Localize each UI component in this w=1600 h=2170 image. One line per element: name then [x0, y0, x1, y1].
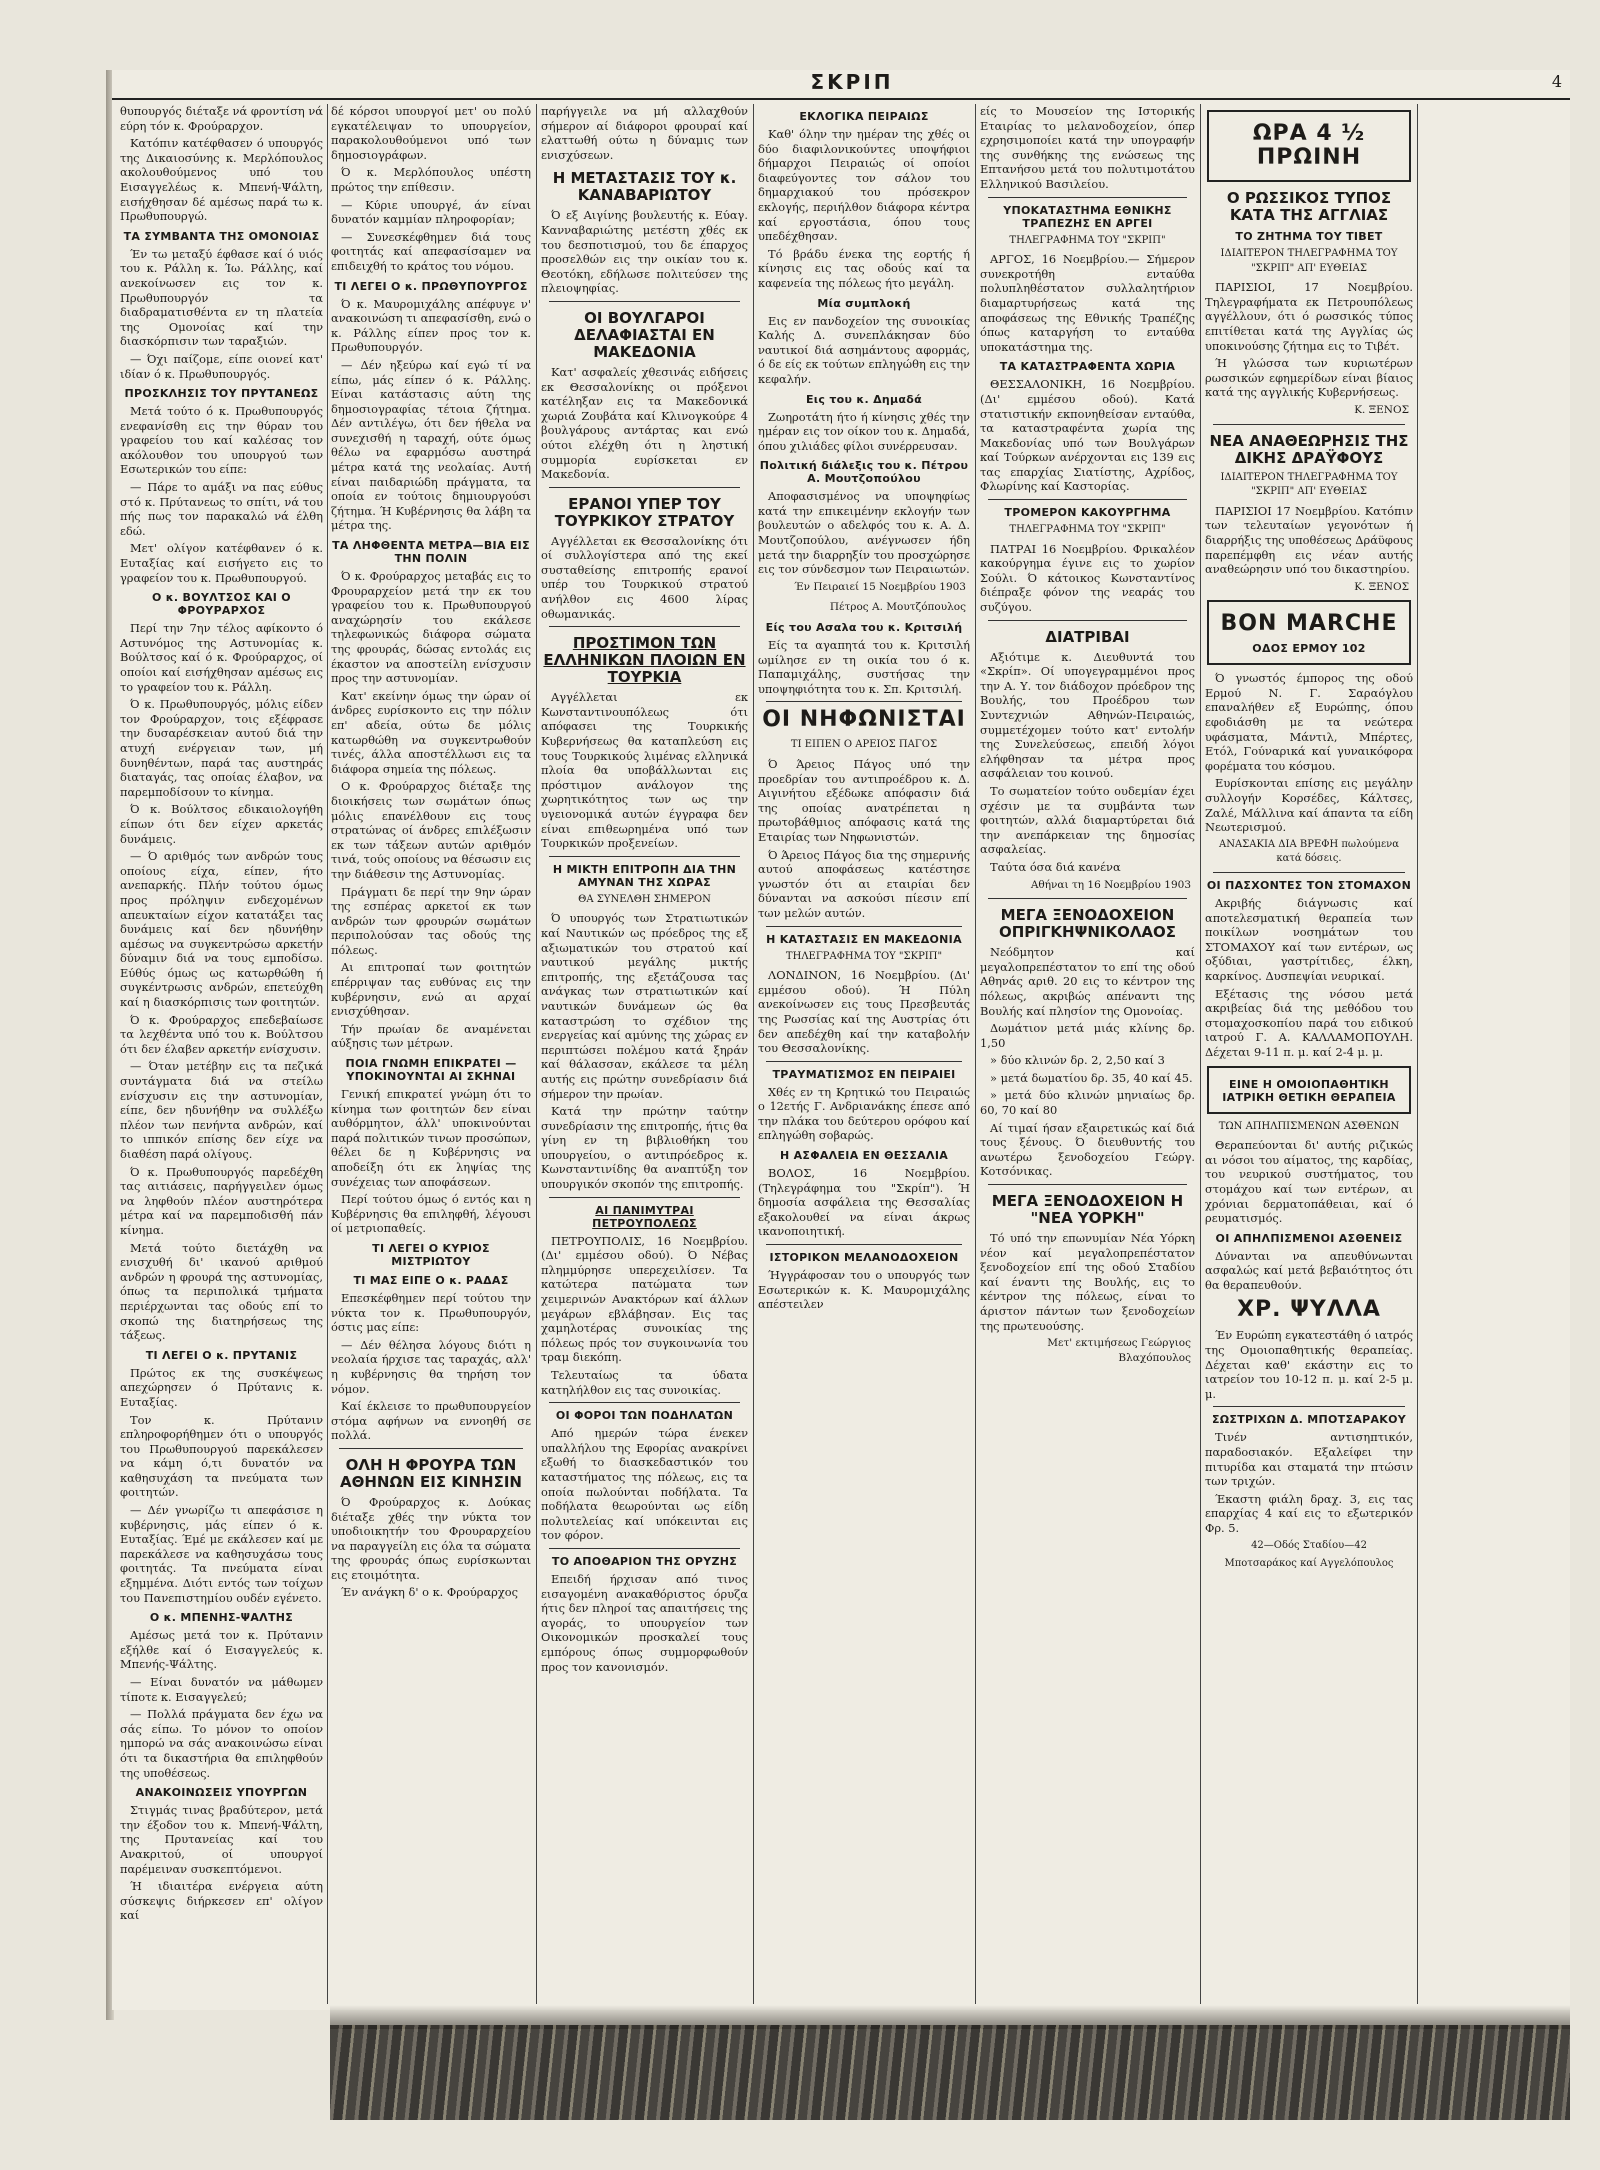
- article-text: Αξιότιμε κ. Διευθυντά του «Σκρίπ». Οί υπογεγραμμένοι προς την Α. Υ. τον διάδοχον πρόεδρον της Βουλής, του Προέδρου των Συντεχνιών Αθηνών-Πειραιώς, συμμετέχομεν τούτο κατ' εντολήν της Συνελεύσεως, επειδή λόγοι ελήφθησαν τα μέτρα προς ασφάλειαν του κοινού.: [980, 649, 1195, 781]
- page-number: 4: [1551, 72, 1562, 91]
- article-text: ΘΕΣΣΑΛΟΝΙΚΗ, 16 Νοεμβρίου. (Δι' εμμέσου οδού). Κατά στατιστικήν εκπονηθείσαν ενταύθα, τα καταστραφέντα χωρία της Μακεδονίας υπό των Βουλγάρων καί Τούρκων ανέρχονται εις 139 εις τας επαρχίας Σιατίστης, Αχρίδος, Φλωρίνης καί Καστορίας.: [980, 377, 1195, 494]
- dateline: Έν Πειραιεί 15 Νοεμβρίου 1903: [794, 580, 966, 593]
- article-text: — Όχι παίζομε, είπε οιονεί κατ' ιδίαν ό κ. Πρωθυπουργός.: [120, 351, 323, 381]
- subheading: ΤΙ ΕΙΠΕΝ Ο ΑΡΕΙΟΣ ΠΑΓΟΣ: [790, 739, 938, 751]
- divider: [988, 898, 1187, 899]
- advertisement-text: Έκαστη φιάλη δραχ. 3, εις τας επαρχίας 4 καί εις το εξωτερικόν Φρ. 5.: [1205, 1491, 1413, 1535]
- section-heading: Ο κ. ΜΠΕΝΗΣ-ΨΑΛΤΗΣ: [149, 1611, 294, 1625]
- scan-damage: [330, 2025, 1570, 2120]
- divider: [988, 1184, 1187, 1185]
- subheading: ΤΗΛΕΓΡΑΦΗΜΑ ΤΟΥ "ΣΚΡΙΠ": [1009, 234, 1166, 246]
- section-heading: Εις του κ. Δημαδά: [805, 392, 923, 406]
- signature: Κ. ΞΕΝΟΣ: [1354, 580, 1409, 593]
- article-text: Ό υπουργός των Στρατιωτικών καί Ναυτικών ως πρόεδρος της εξ αξιωματικών του στρατού καί ναυτικού μεγάλης μικτής επιτροπής, της εξετάζουσα τας ανάγκας των στρατιωτικών καί ναυτικών δυνάμεων ώς θα καταστρώση το σχέδιον της ενεργείας καί αμύνης της χώρας εν περιπτώσει πολέμου κατά ξηράν καί θάλασσαν, εκάλεσε τα μέλη αυτής εις πρώτην συνεδρίασιν διά σήμερον την πρωίαν.: [541, 911, 748, 1101]
- article-text: Έν τω μεταξύ έφθασε καί ό υιός του κ. Ράλλη κ. Ίω. Ράλλης, καί ανεκοίνωσεν εις τον κ. Πρωθυπουργόν τα διαδραματισθέντα εν τη πλατεία της Ομονοίας καί την διασκόρπισιν των ταραξιών.: [120, 246, 323, 349]
- section-heading: ΤΟ ΖΗΤΗΜΑ ΤΟΥ ΤΙΒΕΤ: [1235, 230, 1383, 243]
- section-heading: Είς του Ασαλα του κ. Κριτσιλή: [765, 621, 963, 635]
- article-text: Ή ιδιαιτέρα ενέργεια αύτη σύσκεψις διήρκεσεν επ' ολίγον καί: [120, 1879, 323, 1923]
- article-text: Επειδή ήρχισαν από τινος εισαγομένη ανακαθόριστος όρυζα ήτις δεν πληροί τας απαιτήσεις της αγοράς, το υπουργείον των Οικονομικών προσκαλεί τους εμπόρους όπως συμμορφωθούν προς τον κανονισμόν.: [541, 1571, 748, 1674]
- advertisement-text: Εξέτασις της νόσου μετά ακριβείας διά της μεθόδου του στομαχοσκοπίου παρά του ειδικού ιατρού Γ. Α. ΚΑΛΛΑΜΟΠΟΥΛΗ. Δέχεται 9-11 π. μ. καί 2-4 μ. μ.: [1205, 986, 1413, 1059]
- section-heading: ΠΡΟΣΚΛΗΣΙΣ ΤΟΥ ΠΡΥΤΑΝΕΩΣ: [124, 387, 319, 401]
- article-text: Στιγμάς τινας βραδύτερον, μετά την έξοδον του κ. Μπενή-Ψάλτη, της Πρυτανείας καί του Ανακριτού, οί υπουργοί παρέμειναν συσκεπτόμενοι.: [120, 1803, 323, 1876]
- advertisement-address: ΟΔΟΣ ΕΡΜΟΥ 102: [1252, 642, 1366, 656]
- headline: ΟΙ ΝΗΦΩΝΙΣΤΑΙ: [762, 707, 966, 733]
- divider: [766, 926, 962, 927]
- subheading: ΙΔΙΑΙΤΕΡΟΝ ΤΗΛΕΓΡΑΦΗΜΑ ΤΟΥ "ΣΚΡΙΠ" ΑΠ' ΕΥΘΕΙΑΣ: [1220, 248, 1398, 274]
- divider: [766, 701, 962, 702]
- subheading: ΤΗΛΕΓΡΑΦΗΜΑ ΤΟΥ "ΣΚΡΙΠ": [785, 950, 943, 962]
- article-text: — Πολλά πράγματα δεν έχω να σάς είπω. Το μόνον το οποίον ημπορώ να σάς ανακοινώσω είναι ότι τα δικαστήρια θα επιληφθούν της υποθέσεως.: [120, 1707, 323, 1780]
- section-heading: ΟΙ ΦΟΡΟΙ ΤΩΝ ΠΟΔΗΛΑΤΩΝ: [555, 1409, 734, 1423]
- article-text: Αγγέλλεται εκ Κωνσταντινουπόλεως ότι απόφασει της Τουρκικής Κυβερνήσεως θα καταπλεύση εις τους Τουρκικούς λιμένας ελληνικά πλοία θα υποβάλλωνται εις πρόστιμον ανάλογον της χωρητικότητος των ως την υγειονομικά αυτών έγγραφα δεν είναι επιθεωρημένα υπό των Τουρκικών προξενείων.: [541, 690, 748, 851]
- advertisement-title: ΣΩΣΤΡΙΧΩΝ Δ. ΜΠΟΤΣΑΡΑΚΟΥ: [1211, 1413, 1407, 1427]
- article-text: Μετά τούτο διετάχθη να ενισχυθή δι' ικανού αριθμού ανδρών η φρουρά της αστυνομίας, όπως τα περιπολικά τμήματα περιέρχωνται τας οδούς επί το σκοπώ της διατηρήσεως της τάξεως.: [120, 1240, 323, 1343]
- article-text: Αί τιμαί ήσαν εξαιρετικώς καί διά τους ξένους. Ό διευθυντής του ανωτέρω ξενοδοχείου Γεώργ. Κοτσόνικας.: [980, 1120, 1195, 1179]
- advertisement-text: Μποτσαράκος καί Αγγελόπουλος: [1224, 1558, 1394, 1570]
- article-text: ΠΑΤΡΑΙ 16 Νοεμβρίου. Φρικαλέον κακούργημα έγινε εις το χωρίον Σούλι. Ό κάτοικος Κωνσταντίνος διέπραξε φόνον της νεαράς του συζύγου.: [980, 541, 1195, 615]
- article-text: Ό Άρειος Πάγος υπό την προεδρίαν του αντιπροέδρου κ. Δ. Αιγινήτου εξέδωκε απόφασιν διά της οποίας ανατρέπεται η πρωτοβάθμιος απόφασις κατά της Εταιρίας των Νηφωνιστών.: [758, 757, 970, 844]
- column-7: [1422, 104, 1568, 2004]
- article-text: Αμέσως μετά τον κ. Πρύτανιν εξήλθε καί ό Εισαγγελεύς κ. Μπενής-Ψάλτης.: [120, 1628, 323, 1672]
- column-2: [331, 104, 531, 2004]
- divider: [988, 620, 1187, 621]
- signature: Πέτρος Α. Μουτζόπουλος: [829, 601, 966, 614]
- article-text: Τό βράδυ ένεκα της εορτής ή κίνησις εις τας οδούς καί τα καφενεία της πόλεως ήτο μεγάλη.: [758, 246, 970, 290]
- section-heading: ΤΟ ΑΠΟΘΑΡΙΟΝ ΤΗΣ ΟΡΥΖΗΣ: [551, 1554, 738, 1568]
- signature: Κ. ΞΕΝΟΣ: [1354, 403, 1409, 416]
- article-text: — Δέν ηξεύρω καί εγώ τί να είπω, μάς είπεν ό κ. Ράλλης. Είναι κατάστασις αύτη της δημοσιογραφίας τέτοια ζήτημα. Δέν αντιλέγω, ότι δεν ήθελα να συνεχισθή η ταραχή, ούτε όμως θέλω να εφαρμόσω αυστηρά μέτρα κατά της νεολαίας. Αυτή είναι παιδαριώδη πράγματα, τα οποία εν τούτοις δημιουργούσι ζήτημα. Ή Κυβέρνησις θα λάβη τα μέτρα της.: [331, 357, 531, 533]
- divider: [549, 1402, 740, 1403]
- article-text: παρήγγειλε να μή αλλαχθούν σήμερον αί διάφοροι φρουραί καί ελαττωθή ούτω η δύναμις των ενισχύσεων.: [541, 104, 748, 162]
- divider: [549, 856, 740, 857]
- headline: ΔΙΑΤΡΙΒΑΙ: [1045, 627, 1130, 646]
- section-heading: ΤΡΟΜΕΡΟΝ ΚΑΚΟΥΡΓΗΜΑ: [1004, 506, 1171, 520]
- advertisement-box: [1207, 1066, 1411, 1114]
- divider: [988, 197, 1187, 198]
- divider: [549, 487, 740, 488]
- divider: [1213, 424, 1405, 425]
- article-text: Είς τα αγαπητά του κ. Κριτσιλή ωμίλησε εν τη οικία του ό κ. Παπαμιχάλης, συστήσας την υποψηφιότητα του κ. Σπ. Κριτσιλή.: [758, 638, 970, 696]
- article-text: Κατά την πρώτην ταύτην συνεδρίασιν της επιτροπής, ήτις θα γίνη εν τη βιβλιοθήκη του υπουργείου, ο αντιπρόεδρος κ. Κωνσταντινίδης θα αναπτύξη τον υπουργικόν σκοπόν της επιτροπής.: [541, 1104, 748, 1192]
- column-rule: [327, 104, 328, 2004]
- advertisement-title: ΕΙΝΕ Η ΟΜΟΙΟΠΑΘΗΤΙΚΗ ΙΑΤΡΙΚΗ ΘΕΤΙΚΗ ΘΕΡΑΠΕΙΑ: [1222, 1077, 1396, 1104]
- headline: ΜΕΓΑ ΞΕΝΟΔΟΧΕΙΟΝ ΟΠΡΙΓΚΗΨΝΙΚΟΛΑΟΣ: [998, 906, 1177, 942]
- headline: ΕΡΑΝΟΙ ΥΠΕΡ ΤΟΥ ΤΟΥΡΚΙΚΟΥ ΣΤΡΑΤΟΥ: [554, 494, 735, 530]
- headline: ΝΕΑ ΑΝΑΘΕΩΡΗΣΙΣ ΤΗΣ ΔΙΚΗΣ ΔΡΑΫΦΟΥΣ: [1209, 431, 1409, 467]
- article-text: Εις εν πανδοχείον της συνοικίας Καλής Δ. συνεπλάκησαν δύο ναυτικοί διά ασημάντους αφορμάς, ό δε είς εκ τούτων επληγώθη εις την κεφαλήν.: [758, 313, 970, 386]
- article-text: Μετά τούτο ό κ. Πρωθυπουργός ενεφανίσθη εις την θύραν του γραφείου του καί καλέσας τον ακόλουθον του υπουργού των Εσωτερικών του είπε:: [120, 404, 323, 477]
- headline: ΟΙ ΒΟΥΛΓΑΡΟΙ ΔΕΛΑΦΙΑΣΤΑΙ ΕΝ ΜΑΚΕΔΟΝΙΑ: [574, 308, 715, 361]
- article-text: Ό Φρούραρχος κ. Δούκας διέταξε χθές την νύκτα τον υποδιοικητήν του Φρουραρχείου να παραγγείλη εις όλα τα σώματα της φρουράς όπως ευρίσκωνται εις ετοιμότητα.: [331, 1494, 531, 1582]
- article-text: Κατ' ασφαλείς χθεσινάς ειδήσεις εκ Θεσσαλονίκης οι πρόξενοι κατέληξαν εις τα Μακεδονικά χωριά Ζουβάτα καί Κλινογκούρε 4 βουλγάρους αντάρτας και ενώ ούτοι ελέχθη ότι η ληστική συμμορία ευρίσκεται εν Μακεδονία.: [541, 364, 748, 482]
- divider: [339, 1448, 523, 1449]
- divider: [549, 626, 740, 627]
- article-text: Καί έκλεισε το πρωθυπουργείον στόμα αφήνων να εννοηθή σε πολλά.: [331, 1399, 531, 1443]
- article-text: ΠΑΡΙΣΙΟΙ, 17 Νοεμβρίου. Τηλεγραφήματα εκ Πετρουπόλεως αγγέλλουν, ότι ό ρωσσικός τύπος επιτίθεται κατά της Αγγλίας ώς υποκινούσης ζήτημα εις το Τιβέτ.: [1205, 280, 1413, 353]
- divider: [766, 1061, 962, 1062]
- advertisement-text: Ευρίσκονται επίσης εις μεγάλην συλλογήν Κορσέδες, Κάλτσες, Ζαλέ, Μάλλινα καί άπαντα τα είδη Νεωτερισμού.: [1205, 776, 1413, 835]
- article-text: θυπουργός διέταξε νά φροντίση νά εύρη τόν κ. Φρούραρχον.: [120, 104, 323, 133]
- article-text: — Όταν μετέβην εις τα πεζικά συντάγματα διά να στείλω ενίσχυσιν εις την αστυνομίαν, είπε, δεν ηδυνήθην να συλλέξω πλέον των πενήντα ανδρών, καί το ιππικόν επίσης δεν είχε να διαθέση παρά ολίγους.: [120, 1059, 323, 1161]
- section-heading: ΑΙ ΠΑΝΙΜΥΤΡΑΙ ΠΕΤΡΟΥΠΟΛΕΩΣ: [592, 1203, 697, 1230]
- subheading: ΘΑ ΣΥΝΕΛΘΗ ΣΗΜΕΡΟΝ: [578, 893, 711, 905]
- article-text: Επεσκέφθημεν περί τούτου την νύκτα τον κ. Πρωθυπουργόν, όστις μας είπε:: [331, 1290, 531, 1335]
- advertisement-address: 42—Οδός Σταδίου—42: [1251, 1539, 1367, 1551]
- section-heading: ΑΝΑΚΟΙΝΩΣΕΙΣ ΥΠΟΥΡΓΩΝ: [135, 1786, 308, 1800]
- price-row: » δύο κλινών δρ. 2, 2,50 καί 3: [990, 1053, 1165, 1068]
- article-text: Περί τούτου όμως ό εντός και η Κυβέρνησις θα επιληφθή, λέγουσι οί μετριοπαθείς.: [331, 1192, 531, 1236]
- divider: [549, 301, 740, 302]
- article-text: Ό κ. Μερλόπουλος υπέστη πρώτος την επίθεσιν.: [331, 165, 531, 194]
- article-text: Ταύτα όσα διά κανένα: [990, 859, 1121, 874]
- section-heading: ΤΙ ΛΕΓΕΙ Ο κ. ΠΡΩΘΥΠΟΥΡΓΟΣ: [334, 279, 528, 293]
- headline: ΩΡΑ 4 ½ ΠΡΩΙΝΗ: [1252, 121, 1366, 170]
- section-heading: ΟΙ ΠΑΣΧΟΝΤΕΣ ΤΟΝ ΣΤΟΜΑΧΟΝ: [1206, 879, 1412, 892]
- headline: Ο ΡΩΣΣΙΚΟΣ ΤΥΠΟΣ ΚΑΤΑ ΤΗΣ ΑΓΓΛΙΑΣ: [1226, 189, 1392, 224]
- article-text: Ό κ. Φρούραρχος μεταβάς εις το Φρουραρχείον μετά την εκ του γραφείου του κ. Πρωθυπουργού αναχώρησίν του εκάλεσε τηλεφωνικώς διάφορα σώματα της φρουράς, δώσας εντολάς εις έκαστον να αποστείλη ενίσχυσιν προς την αστυνομίαν.: [331, 569, 531, 686]
- section-heading: ΤΑ ΚΑΤΑΣΤΡΑΦΕΝΤΑ ΧΩΡΙΑ: [999, 360, 1176, 374]
- subheading: ΙΔΙΑΙΤΕΡΟΝ ΤΗΛΕΓΡΑΦΗΜΑ ΤΟΥ "ΣΚΡΙΠ" ΑΠ' ΕΥΘΕΙΑΣ: [1220, 471, 1398, 498]
- article-text: ΑΡΓΟΣ, 16 Νοεμβρίου.— Σήμερον συνεκροτήθη ενταύθα πολυπληθέστατον συλλαλητήριον διαμαρτυρήσεως κατά της αποφάσεως της Εθνικής Τραπέζης όπως καταργήση το ενταύθα υποκατάστημα της.: [980, 252, 1195, 354]
- column-rule: [1417, 104, 1418, 2004]
- article-text: Γενική επικρατεί γνώμη ότι το κίνημα των φοιτητών δεν είναι αυθόρμητον, άλλ' υποκινούνται παρά πολιτικών τινων προσώπων, θέλει δε η Κυβέρνησις να αποδείξη ότι εκ ληψίας της συνέχειας των αποφάσεων.: [331, 1087, 531, 1189]
- headline: ΟΛΗ Η ΦΡΟΥΡΑ ΤΩΝ ΑΘΗΝΩΝ ΕΙΣ ΚΙΝΗΣΙΝ: [340, 1455, 522, 1491]
- article-text: ΛΟΝΔΙΝΟΝ, 16 Νοεμβρίου. (Δι' εμμέσου οδού). Ή Πύλη ανεκοίνωσεν εις τους Πρεσβευτάς της Ρωσσίας καί της Αυστρίας ότι δεν απεδέχθη καί την καταβολήν του Θεσσαλονίκης.: [758, 968, 970, 1056]
- column-rule: [753, 104, 754, 2004]
- article-text: Ό κ. Βούλτσος εδικαιολογήθη είπων ότι δεν είχεν αρκετάς δυνάμεις.: [120, 802, 323, 846]
- section-heading: ΙΣΤΟΡΙΚΟΝ ΜΕΛΑΝΟΔΟΧΕΙΟΝ: [769, 1251, 959, 1265]
- article-text: — Συνεσκέφθημεν διά τους φοιτητάς καί απεφασίσαμεν να επιδειχθή το κράτος του νόμου.: [331, 229, 531, 273]
- section-heading: Μία συμπλοκή: [817, 296, 911, 310]
- advertisement-text: Τινέν αντισηπτικόν, παραδοσιακόν. Εξαλείφει την πιτυρίδα και σταματά την πτώσιν των τριχών.: [1205, 1430, 1413, 1489]
- section-heading: ΤΙ ΜΑΣ ΕΙΠΕ Ο κ. ΡΑΔΑΣ: [353, 1273, 509, 1287]
- advertisement-box: [1207, 600, 1411, 665]
- price-row: » μετά δωματίου δρ. 35, 40 καί 45.: [990, 1070, 1193, 1085]
- article-text: Τον κ. Πρύτανιν επληροφορήθημεν ότι ο υπουργός του Πρωθυπουργού παρεκάλεσεν να κάμη ό,τι δυνατόν να καθησυχάση τα πνεύματα των φοιτητών.: [120, 1412, 323, 1500]
- column-5: [980, 104, 1195, 2004]
- article-text: Ό Άρειος Πάγος δια της σημερινής αυτού αποφάσεως κατέστησε γνωστόν ότι αι εταιρίαι δεν δύνανται να ασκούσι πίεσιν επί των μελών αυτών.: [758, 847, 970, 920]
- signature: Μετ' εκτιμήσεως Γεώργιος Βλαχόπουλος: [1047, 1337, 1191, 1364]
- article-text: Ό εξ Αιγίνης βουλευτής κ. Εύαγ. Κανναβαριώτης μετέστη χθές εκ του δεσποτισμού, του δε έπαρχος προσελθών εις την οικίαν του κ. Θεοτόκη, εδήλωσε πολιτεύσεν της πλειοψηφίας.: [541, 208, 748, 296]
- divider: [1213, 872, 1405, 873]
- divider: [1213, 1406, 1405, 1407]
- advertisement-text: Δύνανται να απευθύνωνται ασφαλώς καί μετά βεβαιότητος ότι θα θεραπευθούν.: [1205, 1248, 1413, 1292]
- section-heading: ΤΑ ΣΥΜΒΑΝΤΑ ΤΗΣ ΟΜΟΝΟΙΑΣ: [123, 229, 320, 243]
- section-heading: Πολιτική διάλεξις του κ. Πέτρου Α. Μουτζοπούλου: [759, 459, 969, 486]
- article-text: Το σωματείον τούτο ουδεμίαν έχει σχέσιν με τα συμβάντα των φοιτητών, αλλά διαμαρτύρεται διά την ανεπάρκειαν της δημοσίας ασφαλείας.: [980, 783, 1195, 857]
- advertisement-text: Θεραπεύονται δι' αυτής ριζικώς αι νόσοι του αίματος, της καρδίας, του νευρικού συστήματος, του στομάχου καί των εντέρων, αι χρόνιαι δερματοπάθειαι, καί ό ρευματισμός.: [1205, 1138, 1413, 1226]
- article-text: δέ κόρσοι υπουργοί μετ' ου πολύ εγκατέλειψαν το υπουργείον, παρακολουθούμενοι υπό των δημοσιογράφων.: [331, 104, 531, 162]
- article-text: — Ό αριθμός των ανδρών τους οποίους είχα, είπεν, ήτο ανεπαρκής. Πλήν τούτου όμως προς πρόληψιν ενδεχομένων απευκταίων είχον κατατάξει τας δυνάμεις καί δεν ηδυνήθην αμέσως να συγκεντρώσω αρκετήν δύναμιν διά να τους εμποδίσω. Εύθύς όμως ως κατωρθώθη ή συγκέντρωσις ανδρών, επετεύχθη καί η διασκόρπισις των φοιτητών.: [120, 849, 323, 1010]
- section-heading: Ο κ. ΒΟΥΛΤΣΟΣ ΚΑΙ Ο ΦΡΟΥΡΑΡΧΟΣ: [152, 591, 291, 618]
- article-text: Πρώτος εκ της συσκέψεως απεχώρησεν ό Πρύτανις κ. Ευταξίας.: [120, 1365, 323, 1409]
- section-heading: ΕΚΛΟΓΙΚΑ ΠΕΙΡΑΙΩΣ: [799, 110, 929, 123]
- article-text: — Πάρε το αμάξι να πας εύθυς στό κ. Πρύτανεως το σπίτι, νά του πής πως τον παρακαλώ νά έλθη εδώ.: [120, 480, 323, 538]
- divider: [988, 499, 1187, 500]
- article-text: Τήν πρωίαν δε αναμένεται αύξησις των μέτρων.: [331, 1021, 531, 1051]
- article-text: — Δέν θέλησα λόγους διότι η νεολαία ήρχισε τας ταραχάς, αλλ' η κυβέρνησις θα τηρήση τον νόμον.: [331, 1337, 531, 1396]
- article-text: Καθ' όλην την ημέραν της χθές οι δύο διαφιλονικούντες υποψήφιοι δήμαρχοι Πειραιώς οί οποίοι διαφεύγοντες τον σάλον του δημαρχιακού του πρόσεκρον εκλογής, περιήλθον διάφορα κέντρα καί εργοστάσια, όπου τους υπεδέχθησαν.: [758, 127, 970, 244]
- dateline: Αθήναι τη 16 Νοεμβρίου 1903: [1030, 878, 1191, 891]
- headline-box: [1207, 110, 1411, 182]
- article-text: Αποφασισμένος να υποψηφίως κατά την επικειμένην εκλογήν των βουλευτών ο αδελφός του κ. Α. Δ. Μουτζοπούλου, ανέγνωσεν ήδη μετά την διαρρηξίν του προσχώρησε εις τον σύνδεσμον των Πειραιωτών.: [758, 489, 970, 577]
- section-heading: ΤΡΑΥΜΑΤΙΣΜΟΣ ΕΝ ΠΕΙΡΑΙΕΙ: [772, 1067, 956, 1081]
- article-text: — Κύριε υπουργέ, άν είναι δυνατόν καμμίαν πληροφορίαν;: [331, 197, 531, 227]
- section-heading: ΤΑ ΛΗΦΘΕΝΤΑ ΜΕΤΡΑ—ΒΙΑ ΕΙΣ ΤΗΝ ΠΟΛΙΝ: [332, 539, 530, 566]
- advertisement-title: ΧΡ. ΨΥΛΛΑ: [1237, 1297, 1381, 1323]
- advertisement-text: Ό γνωστός έμπορος της οδού Ερμού Ν. Γ. Σαραόγλου επαναλήθεν εξ Ευρώπης, όπου εφοδιάσθη με τα νεώτερα υφάσματα, Μάντιλ, Μπέρτες, Ετόλ, Γούναρικά καί γυναικόφορα φορέματα του κόσμου.: [1205, 671, 1413, 773]
- headline: ΠΡΟΣΤΙΜΟΝ ΤΩΝ ΕΛΛΗΝΙΚΩΝ ΠΛΟΙΩΝ ΕΝ ΤΟΥΡΚΙΑ: [543, 634, 746, 687]
- advertisement-text: Ακριβής διάγνωσις καί αποτελεσματική θεραπεία των ποικίλων νοσημάτων του ΣΤΟΜΑΧΟΥ καί των εντέρων, ως οξύδιαι, γαστρίτιδες, έλκη, καρκίνος. Δυσπεψίαι νευρικαί.: [1205, 896, 1413, 983]
- article-text: — Δέν γνωρίζω τι απεφάσισε η κυβέρνησις, μάς είπεν ό κ. Ευταξίας. Έμέ με εκάλεσεν καί με παρεκάλεσε να καθησυχάσω τους φοιτητάς. Τα πνεύματα είναι εξημμένα. Διότι εντός των τοίχων του Πανεπιστημίου ουδέν εγένετο.: [120, 1503, 323, 1605]
- article-text: είς το Μουσείον της Ιστορικής Εταιρίας το μελανοδοχείον, όπερ εχρησιμοποίει κατά την υπογραφήν της συνθήκης της ενώσεως της Επτανήσου μετά του πολυτιμοτάτου Ελληνικού Βασιλείου.: [980, 104, 1195, 191]
- masthead: [112, 70, 1570, 100]
- article-text: Ζωηροτάτη ήτο ή κίνησις χθές την ημέραν εις τον οίκον του κ. Δημαδά, όπου χιλιάδες φίλοι συνέρρευσαν.: [758, 409, 970, 453]
- newspaper-title: ΣΚΡΙΠ: [810, 70, 894, 94]
- article-text: Από ημερών τώρα ένεκεν υπαλλήλου της Εφορίας ανακρίνει εξωθή το διασκεδαστικόν του καταστήματος της πόλεως, εις τα οποία πωλούνται ποδήλατα. Τα ποδήλατα θεωρούνται ως είδη πολυτελείας καί υπόκεινται εις τον φόρον.: [541, 1426, 748, 1543]
- article-text: Χθές εν τη Κρητικώ του Πειραιώς ο 12ετής Γ. Ανδριανάκης έπεσε από την πλάκα του δεύτερου ορόφου καί επληγώθη σοβαρώς.: [758, 1084, 970, 1143]
- section-heading: ΥΠΟΚΑΤΑΣΤΗΜΑ ΕΘΝΙΚΗΣ ΤΡΑΠΕΖΗΣ ΕΝ ΑΡΓΕΙ: [1003, 203, 1172, 230]
- column-1: [120, 104, 323, 2004]
- section-heading: ΤΙ ΛΕΓΕΙ Ο ΚΥΡΙΟΣ ΜΙΣΤΡΙΩΤΟΥ: [372, 1241, 490, 1268]
- article-text: Περί την 7ην τέλος αφίκοντο ό Αστυνόμος της Αστυνομίας κ. Βούλτσος καί ό κ. Φρούραρχος, οί οποίοι καί εισήχθησαν αμέσως εις το γραφείον του κ. Ράλλη.: [120, 621, 323, 694]
- article-text: Ό κ. Μαυρομιχάλης απέφυγε ν' ανακοινώση τι απεφασίσθη, ενώ ο κ. Ράλλης είπεν προς τον κ. Πρωθυπουργόν.: [331, 296, 531, 355]
- advertisement-title: ΒΟΝ MARCHE: [1220, 611, 1398, 637]
- advertisement-text: ΑΝΑΣΑΚΙΑ ΔΙΑ ΒΡΕΦΗ πωλούμενα κατά δόσεις.: [1218, 838, 1400, 865]
- headline: Η ΜΕΤΑΣΤΑΣΙΣ ΤΟΥ κ. ΚΑΝΑΒΑΡΙΩΤΟΥ: [552, 169, 737, 205]
- article-text: Αι επιτροπαί των φοιτητών επέρριψαν τας ευθύνας εις την κυβέρνησιν, ενώ αι αρχαί ενισχύθησαν.: [331, 960, 531, 1019]
- article-text: Έν ανάγκη δ' ο κ. Φρούραρχος: [341, 1585, 518, 1600]
- column-rule: [975, 104, 976, 2004]
- article-text: Ο κ. Φρούραρχος διέταξε της διοικήσεις των σωμάτων όπως μόλις επανέλθουν εις τους στρατώνας οί άνδρες επιλέξωσιν εκ των τάξεων αυτών αριθμόν τινά, τούς οποίους να θέσωσιν εις την διάθεσιν της Αστυνομίας.: [331, 779, 531, 881]
- article-text: Ό κ. Πρωθυπουργός παρεδέχθη τας αιτιάσεις, παρήγγειλεν όμως να ληφθούν πλέον αυστηρότερα μέτρα καί να παρεμποδισθή πάν κίνημα.: [120, 1164, 323, 1237]
- section-heading: Η ΜΙΚΤΗ ΕΠΙΤΡΟΠΗ ΔΙΑ ΤΗΝ ΑΜΥΝΑΝ ΤΗΣ ΧΩΡΑΣ: [552, 862, 737, 889]
- article-text: Αγγέλλεται εκ Θεσσαλονίκης ότι οί συλλογίστερα από της εκεί συσταθείσης επιτροπής ερανοί υπέρ του Τουρκικού στρατού ανήλθον εις 4600 λίρας οθωμανικάς.: [541, 533, 748, 621]
- article-text: — Είναι δυνατόν να μάθωμεν τίποτε κ. Εισαγγελεύ;: [120, 1675, 323, 1704]
- subheading: ΤΗΛΕΓΡΑΦΗΜΑ ΤΟΥ "ΣΚΡΙΠ": [1009, 524, 1166, 536]
- section-heading: Η ΑΣΦΑΛΕΙΑ ΕΝ ΘΕΣΣΑΛΙΑ: [779, 1149, 949, 1163]
- article-text: Τελευταίως τα ύδατα κατηλήλθον εις τας συνοικίας.: [541, 1368, 748, 1397]
- article-text: Τό υπό την επωνυμίαν Νέα Υόρκη νέον καί μεγαλοπρεπέστατον ξενοδοχείον επί της οδού Σταδίου καί έναντι της Βουλής, εις το κέντρον της πόλεως, είναι το άριστον πάντων των ξενοδοχείων της πρωτευούσης.: [980, 1231, 1195, 1333]
- article-text: Ό κ. Πρωθυπουργός, μόλις είδεν τον Φρούραρχον, τοις εξέφρασε την δυσαρέσκειαν αυτού διά την ατυχή ενέργειαν των, μή δυνηθέντων, παρά τας αυστηράς διαταγάς, τας οποίας έλαβον, να παρεμποδίσουν το κίνημα.: [120, 697, 323, 799]
- section-heading: ΤΙ ΛΕΓΕΙ Ο κ. ΠΡΥΤΑΝΙΣ: [145, 1348, 298, 1362]
- headline: ΜΕΓΑ ΞΕΝΟΔΟΧΕΙΟΝ Η "ΝΕΑ ΥΟΡΚΗ": [991, 1192, 1184, 1228]
- article-text: Κατ' εκείνην όμως την ώραν οί άνδρες ευρίσκοντο εις την πόλιν επ' αδεία, ούτω δε μόλις κατωρθώθη να συγκεντρωθούν τινές, άλλα αποστέλλωσι εις τα διάφορα σημεία της πόλεως.: [331, 688, 531, 776]
- article-text: Πράγματι δε περί την 9ην ώραν της εσπέρας αρκετοί εκ των ανδρών των φρουρών σωμάτων περιπολούσαν τας οδούς της πόλεως.: [331, 884, 531, 957]
- article-text: Νεόδμητον καί μεγαλοπρεπέστατον το επί της οδού Αθηνάς αριθ. 20 εις το κέντρον της πόλεως, ακριβώς απέναντι της Βουλής καί πλησίον της Ομονοίας.: [980, 945, 1195, 1018]
- divider: [766, 1244, 962, 1245]
- article-text: Μετ' ολίγον κατέφθανεν ό κ. Ευταξίας καί εισήγετο εις το γραφείον του κ. Πρωθυπουργού.: [120, 541, 323, 585]
- column-4: [758, 104, 970, 2004]
- advertisement-text: Έν Ευρώπη εγκατεστάθη ό ιατρός της Ομοιοπαθητικής θεραπείας. Δέχεται καθ' εκάστην εις το ιατρείον του 10-12 π. μ. καί 2-5 μ. μ.: [1205, 1328, 1413, 1401]
- column-rule: [1200, 104, 1201, 2004]
- subheading: ΤΩΝ ΑΠΗΛΠΙΣΜΕΝΩΝ ΑΣΘΕΝΩΝ: [1218, 1120, 1400, 1132]
- section-heading: ΠΟΙΑ ΓΝΩΜΗ ΕΠΙΚΡΑΤΕΙ —ΥΠΟΚΙΝΟΥΝΤΑΙ ΑΙ ΣΚΗΝΑΙ: [345, 1057, 517, 1084]
- article-text: ΠΑΡΙΣΙΟΙ 17 Νοεμβρίου. Κατόπιν των τελευταίων γεγονότων ή διαρρήξις της υποθέσεως Δράϋφους παρεπέμφθη εις νέαν αυτής αναθεώρησιν υπό του δικαστηρίου.: [1205, 503, 1413, 577]
- divider: [549, 1548, 740, 1549]
- price-row: » μετά δύο κλινών μηνιαίως δρ. 60, 70 καί 80: [980, 1088, 1195, 1118]
- section-heading: Η ΚΑΤΑΣΤΑΣΙΣ ΕΝ ΜΑΚΕΔΟΝΙΑ: [766, 932, 962, 946]
- article-text: Κατόπιν κατέφθασεν ό υπουργός της Δικαιοσύνης κ. Μερλόπουλος ακολουθούμενος υπό του Εισαγγελέως κ. Μπενή-Ψάλτη, εισήχθησαν δέ αμέσως παρά τω κ. Πρωθυπουργώ.: [120, 136, 323, 224]
- article-text: Ή γλώσσα των κυριωτέρων ρωσσικών εφημερίδων είναι βίαιος κατά της αγγλικής Κυβερνήσεως.: [1205, 356, 1413, 400]
- section-heading: ΟΙ ΑΠΗΛΠΙΣΜΕΝΟΙ ΑΣΘΕΝΕΙΣ: [1215, 1231, 1403, 1245]
- article-text: Ήγγράφοσαν του ο υπουργός των Εσωτερικών κ. Κ. Μαυρομιχάλης απέστειλεν: [758, 1268, 970, 1312]
- column-6: [1205, 104, 1413, 2004]
- divider: [549, 1197, 740, 1198]
- article-text: ΠΕΤΡΟΥΠΟΛΙΣ, 16 Νοεμβρίου. (Δι' εμμέσου οδού). Ό Νέβας πλημμύρησε υπερεχειλίσεν. Τα κατώτερα πατώματα των χειμερινών Ανακτόρων καί άλλων μεγάρων εβλάβησαν. Εις τας χαμηλοτέρας συνοικίας της πόλεως πρός τον συγκοινωνία του τραμ διεκόπη.: [541, 1233, 748, 1365]
- article-text: Ό κ. Φρούραρχος επεδεβαίωσε τα λεχθέντα υπό του κ. Βούλτσου ότι δεν έλαβεν αρκετήν ενίσχυσιν.: [120, 1012, 323, 1056]
- column-rule: [536, 104, 537, 2004]
- column-3: [541, 104, 748, 2004]
- article-text: ΒΟΛΟΣ, 16 Νοεμβρίου. (Τηλεγράφημα του "Σκρίπ"). Ή δημοσία ασφάλεια της Θεσσαλίας εξακολουθεί να είναι άκρως ικανοποιητική.: [758, 1166, 970, 1239]
- price-row: Δωμάτιον μετά μιάς κλίνης δρ. 1,50: [980, 1021, 1195, 1050]
